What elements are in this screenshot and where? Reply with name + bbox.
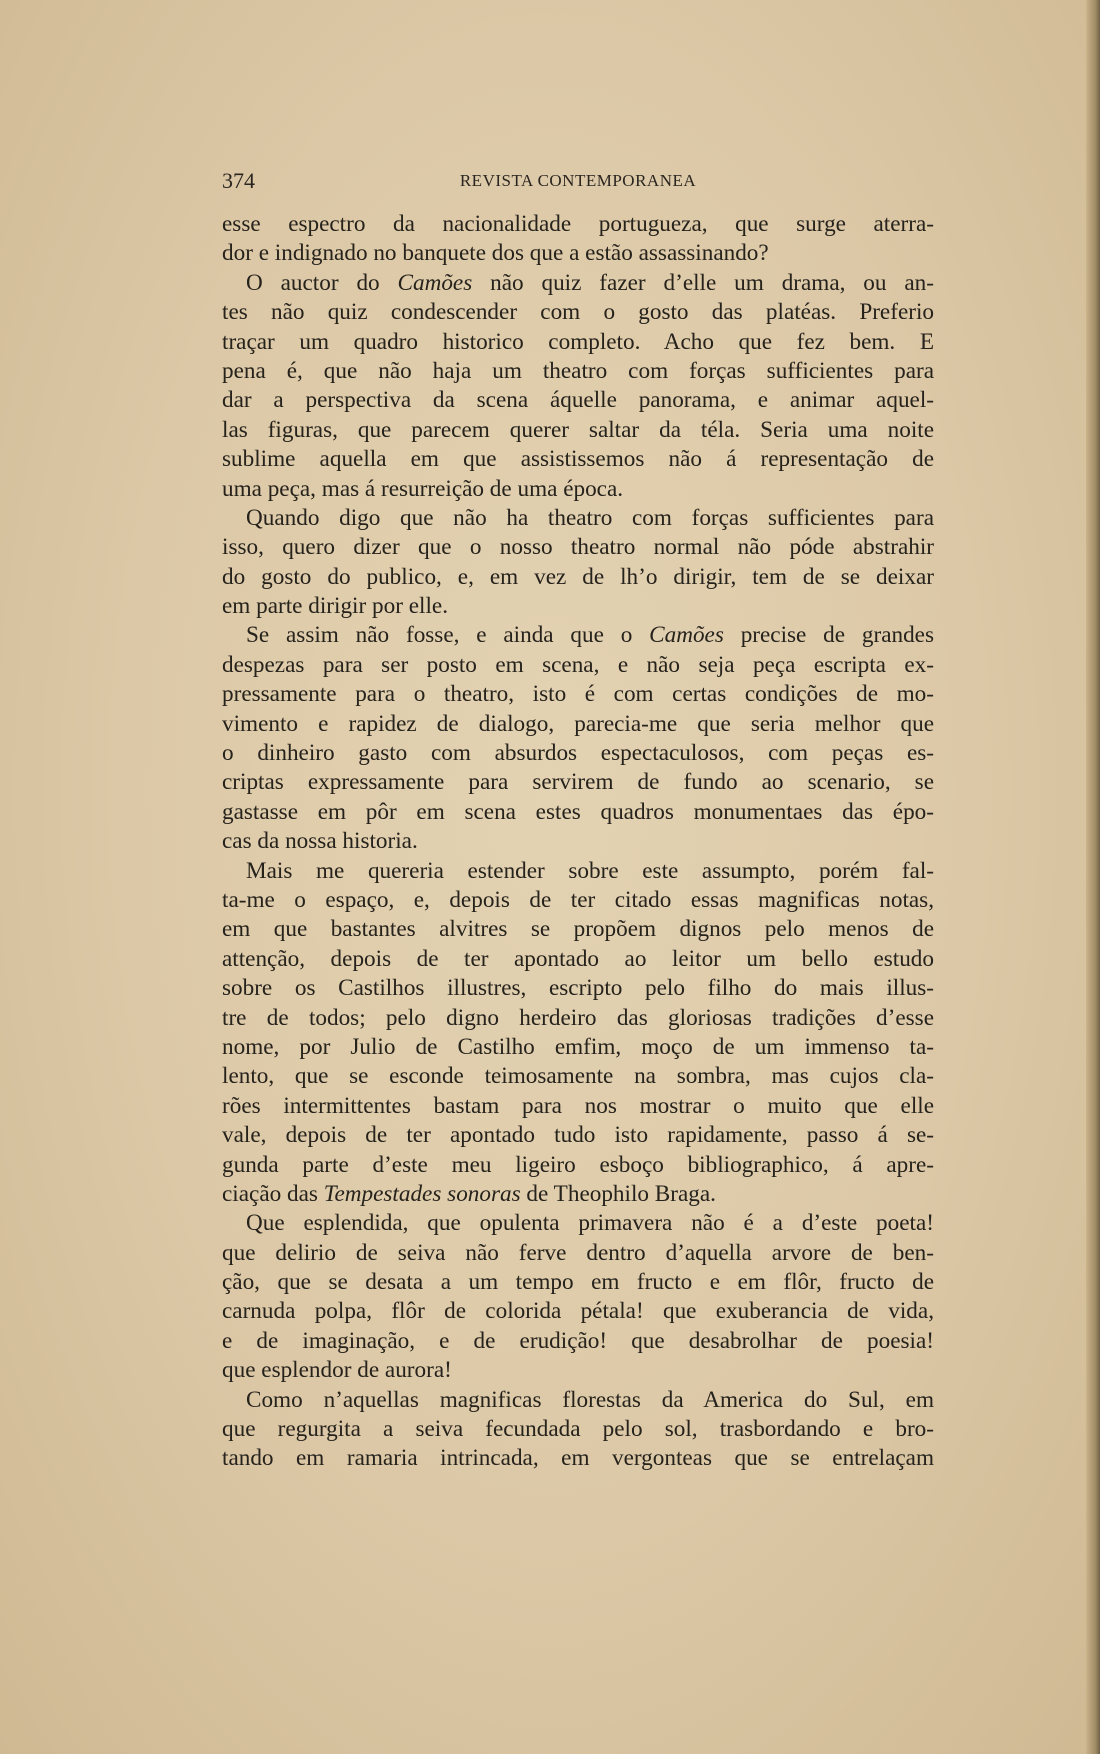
text-line: dar a perspectiva da scena áquelle panorama, e animar aquel- — [222, 387, 934, 414]
text-line: tes não quiz condescender com o gosto das platéas. Preferio — [222, 299, 934, 326]
text-line: o dinheiro gasto com absurdos espectaculosos, com peças es- — [222, 740, 934, 767]
text-line: Como n’aquellas magnificas florestas da America do Sul, em — [246, 1386, 934, 1413]
text-line: Mais me quereria estender sobre este assumpto, porém fal- — [246, 857, 934, 884]
text-line: em parte dirigir por elle. — [222, 593, 448, 620]
text-line: lento, que se esconde teimosamente na sombra, mas cujos cla- — [222, 1063, 934, 1090]
text-line: vimento e rapidez de dialogo, parecia-me que seria melhor que — [222, 710, 934, 737]
text-line: pena é, que não haja um theatro com forças sufficientes para — [222, 357, 934, 384]
body-text — [222, 210, 934, 1474]
italic-title: Camões — [649, 622, 724, 649]
text-line: que regurgita a seiva fecundada pelo sol, trasbordando e bro- — [222, 1416, 934, 1443]
text-line: Que esplendida, que opulenta primavera não é a d’este poeta! — [246, 1210, 934, 1237]
italic-title: Tempestades sonoras — [323, 1180, 521, 1207]
text-line: ciação das Tempestades sonoras de Theophilo Braga. — [222, 1180, 716, 1207]
page-header — [222, 168, 934, 194]
text-line: ta-me o espaço, e, depois de ter citado essas magnificas notas, — [222, 886, 934, 913]
text-line: que delirio de seiva não ferve dentro d’aquella arvore de ben- — [222, 1239, 934, 1266]
text-line: dor e indignado no banquete dos que a estão assassinando? — [222, 240, 769, 267]
text-line: rões intermittentes bastam para nos mostrar o muito que elle — [222, 1092, 934, 1119]
text-line: Se assim não fosse, e ainda que o Camões precise de grandes — [246, 622, 934, 649]
text-line: attenção, depois de ter apontado ao leitor um bello estudo — [222, 945, 934, 972]
page-number: 374 — [222, 168, 255, 193]
text-line: traçar um quadro historico completo. Acho que fez bem. E — [222, 328, 934, 355]
text-line: despezas para ser posto em scena, e não seja peça escripta ex- — [222, 651, 934, 678]
page-edge — [1086, 0, 1100, 1754]
text-line: do gosto do publico, e, em vez de lh’o dirigir, tem de se deixar — [222, 563, 934, 590]
text-line: O auctor do Camões não quiz fazer d’elle um drama, ou an- — [246, 269, 934, 296]
text-line: sublime aquella em que assistissemos não á representação de — [222, 446, 934, 473]
text-line: pressamente para o theatro, isto é com certas condições de mo- — [222, 681, 934, 708]
text-line: que esplendor de aurora! — [222, 1357, 452, 1384]
text-line: nome, por Julio de Castilho emfim, moço de um immenso ta- — [222, 1033, 934, 1060]
running-head: REVISTA CONTEMPORANEA — [459, 171, 697, 190]
text-line: uma peça, mas á resurreição de uma época. — [222, 475, 624, 502]
text-line: isso, quero dizer que o nosso theatro normal não póde abstrahir — [222, 534, 934, 561]
text-line: carnuda polpa, flôr de colorida pétala! que exuberancia de vida, — [222, 1298, 934, 1325]
text-line: e de imaginação, e de erudição! que desabrolhar de poesia! — [222, 1327, 934, 1354]
text-line: criptas expressamente para servirem de fundo ao scenario, se — [222, 769, 934, 796]
text-line: tre de todos; pelo digno herdeiro das gloriosas tradições d’esse — [222, 1004, 934, 1031]
italic-title: Camões — [397, 269, 473, 296]
text-line: Quando digo que não ha theatro com forças sufficientes para — [246, 504, 934, 531]
text-line: sobre os Castilhos illustres, escripto pelo filho do mais illus- — [222, 975, 934, 1002]
text-line: cas da nossa historia. — [222, 828, 418, 855]
text-line: ção, que se desata a um tempo em fructo e em flôr, fructo de — [222, 1269, 934, 1296]
text-line: gunda parte d’este meu ligeiro esboço bibliographico, á apre- — [222, 1151, 934, 1178]
text-line: vale, depois de ter apontado tudo isto rapidamente, passo á se- — [222, 1122, 934, 1149]
text-line: gastasse em pôr em scena estes quadros monumentaes das épo- — [222, 798, 934, 825]
text-line: tando em ramaria intrincada, em vergonteas que se entrelaçam — [222, 1445, 934, 1472]
text-line: las figuras, que parecem querer saltar da téla. Seria uma noite — [222, 416, 934, 443]
text-line: esse espectro da nacionalidade portugueza, que surge aterra- — [222, 211, 934, 237]
text-line: em que bastantes alvitres se propõem dignos pelo menos de — [222, 916, 934, 943]
